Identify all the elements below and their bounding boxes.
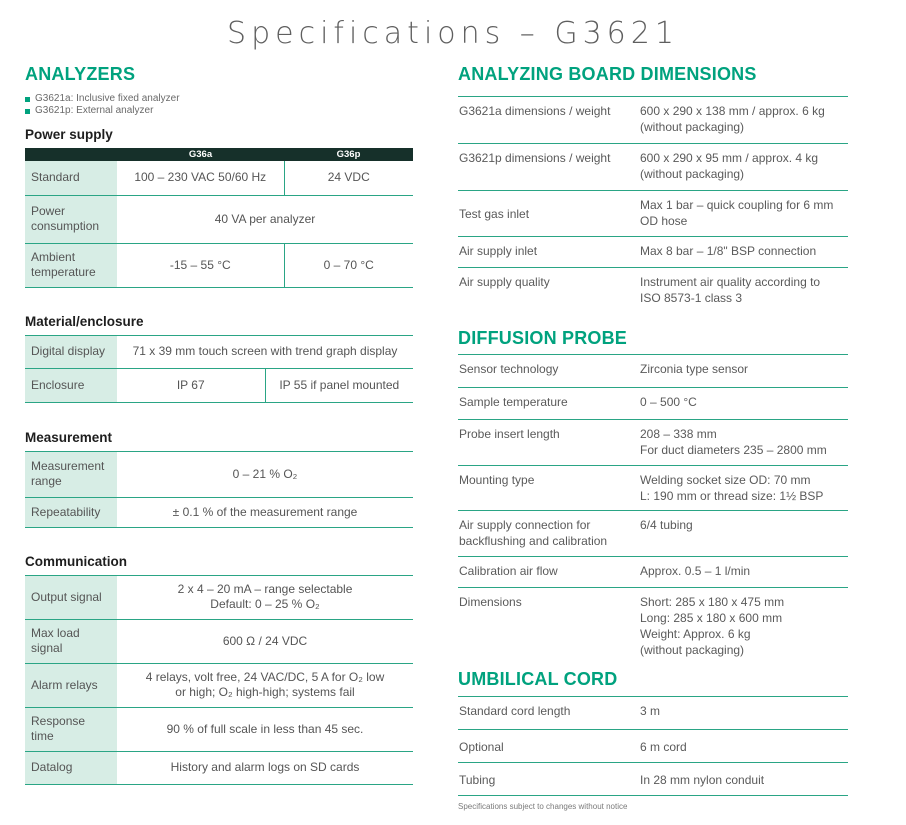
row-label: G3621a dimensions / weight — [458, 97, 640, 144]
table-row — [25, 335, 413, 368]
row-label: Probe insert length — [458, 419, 640, 465]
row-label: Datalog — [25, 751, 117, 784]
row-label: Repeatability — [25, 497, 117, 527]
cell-value: 600 Ω / 24 VDC — [117, 619, 413, 663]
table-row — [25, 368, 413, 402]
table-row — [458, 587, 848, 666]
table-row — [25, 497, 413, 527]
footnote: Specifications subject to changes without notice — [458, 802, 628, 811]
row-label: Tubing — [458, 763, 640, 796]
row-label: Alarm relays — [25, 663, 117, 707]
umbilical-cord-table — [458, 696, 848, 796]
row-label: Ambient temperature — [25, 243, 117, 287]
diffusion-probe-table — [458, 354, 848, 667]
row-label: Digital display — [25, 335, 117, 368]
table-row — [458, 191, 848, 237]
cell-line: 4 relays, volt free, 24 VAC/DC, 5 A for O₂ low — [145, 670, 385, 684]
table-row — [458, 510, 848, 556]
cell-line: L: 190 mm or thread size: 1½ BSP — [640, 488, 824, 503]
table-row — [458, 237, 848, 268]
cell-line: backflushing and calibration — [459, 533, 608, 548]
row-label: Test gas inlet — [458, 191, 640, 237]
cell-value: 71 x 39 mm touch screen with trend graph display — [117, 335, 413, 368]
row-label: Air supply quality — [459, 275, 550, 289]
right-column — [458, 64, 848, 811]
cell-line: or high; O₂ high-high; systems fail — [175, 685, 355, 699]
measurement-heading: Measurement — [25, 429, 113, 445]
left-column — [25, 64, 413, 785]
table-row — [25, 619, 413, 663]
row-label: Measurement range — [25, 451, 117, 497]
diffusion-probe-heading: DIFFUSION PROBE — [458, 327, 628, 348]
cell-line: Short: 285 x 180 x 475 mm — [640, 594, 785, 609]
row-label: Optional — [458, 730, 640, 763]
cell-value: 90 % of full scale in less than 45 sec. — [117, 707, 413, 751]
material-heading: Material/enclosure — [25, 313, 144, 329]
power-supply-heading: Power supply — [25, 127, 113, 142]
cell-line: OD hose — [640, 214, 688, 228]
cell-value: 24 VDC — [284, 161, 413, 195]
power-supply-table — [25, 148, 413, 288]
table-row — [458, 730, 848, 763]
table-row — [458, 387, 848, 419]
page-title: Specifications – G3621 — [227, 16, 679, 51]
row-label: G3621p dimensions / weight — [458, 144, 640, 191]
cell-value: 100 – 230 VAC 50/60 Hz — [117, 161, 284, 195]
table-row — [458, 556, 848, 587]
table-row — [458, 763, 848, 796]
row-label: Enclosure — [25, 368, 117, 402]
umbilical-cord-heading: UMBILICAL CORD — [458, 669, 618, 689]
table-row — [25, 575, 413, 619]
row-label: Standard cord length — [458, 697, 640, 730]
cell-value — [640, 419, 848, 465]
cell-value: 6/4 tubing — [640, 510, 848, 556]
cell-value: 0 – 21 % O₂ — [117, 451, 413, 497]
cell-value — [117, 663, 413, 707]
cell-value: ± 0.1 % of the measurement range — [117, 497, 413, 527]
row-label: Max load signal — [25, 619, 117, 663]
column-header-g36a: G36a — [117, 148, 284, 161]
table-row — [25, 751, 413, 784]
communication-table — [25, 575, 413, 785]
analyzer-list — [25, 93, 413, 117]
column-header-g36p: G36p — [284, 148, 413, 161]
row-label: Sensor technology — [458, 354, 640, 387]
cell-line: Default: 0 – 25 % O₂ — [210, 597, 320, 611]
cell-value — [640, 268, 848, 310]
table-row — [458, 697, 848, 730]
cell-value: -15 – 55 °C — [117, 243, 284, 287]
cell-value: IP 67 — [117, 368, 265, 402]
cell-value: 6 m cord — [640, 730, 848, 763]
cell-value — [117, 575, 413, 619]
cell-value — [640, 144, 848, 191]
cell-value: Zirconia type sensor — [640, 354, 848, 387]
cell-line: (without packaging) — [640, 120, 745, 134]
analyzers-heading: ANALYZERS — [25, 64, 136, 84]
table-row — [25, 195, 413, 243]
cell-line: Long: 285 x 180 x 600 mm — [640, 610, 783, 625]
row-label — [458, 510, 640, 556]
list-item: G3621p: External analyzer — [25, 105, 413, 117]
cell-value: IP 55 if panel mounted — [265, 368, 413, 402]
row-label: Mounting type — [458, 465, 640, 510]
cell-value: 3 m — [640, 697, 848, 730]
table-row — [458, 465, 848, 510]
board-dimensions-table — [458, 96, 848, 310]
table-row — [458, 419, 848, 465]
cell-value: 0 – 500 °C — [640, 387, 848, 419]
board-dimensions-heading: ANALYZING BOARD DIMENSIONS — [458, 64, 757, 84]
cell-line: Weight: Approx. 6 kg — [640, 626, 751, 641]
cell-value: In 28 mm nylon conduit — [640, 763, 848, 796]
cell-line: 208 – 338 mm — [640, 426, 717, 441]
cell-value: 0 – 70 °C — [284, 243, 413, 287]
list-item: G3621a: Inclusive fixed analyzer — [25, 93, 413, 105]
table-row — [458, 354, 848, 387]
cell-line: ISO 8573-1 class 3 — [640, 291, 743, 305]
table-row — [25, 161, 413, 195]
communication-heading: Communication — [25, 553, 128, 569]
row-label: Sample temperature — [458, 387, 640, 419]
cell-line: Air supply connection for — [459, 517, 591, 532]
row-label: Power consumption — [25, 195, 117, 243]
table-row — [458, 268, 848, 310]
material-table — [25, 335, 413, 403]
table-row — [458, 144, 848, 191]
table-row — [25, 663, 413, 707]
table-row — [458, 97, 848, 144]
cell-line: Welding socket size OD: 70 mm — [640, 472, 811, 487]
row-label: Response time — [25, 707, 117, 751]
cell-value — [640, 191, 848, 237]
cell-value: History and alarm logs on SD cards — [117, 751, 413, 784]
cell-value — [640, 587, 848, 666]
cell-line: 600 x 290 x 138 mm / approx. 6 kg — [640, 104, 825, 118]
row-label: Standard — [25, 161, 117, 195]
cell-line: Max 1 bar – quick coupling for 6 mm — [640, 198, 834, 212]
table-row — [25, 243, 413, 287]
cell-value — [640, 465, 848, 510]
cell-line: 2 x 4 – 20 mA – range selectable — [177, 582, 353, 596]
row-label: Output signal — [25, 575, 117, 619]
row-label: Calibration air flow — [458, 556, 640, 587]
cell-value — [640, 97, 848, 144]
cell-line: For duct diameters 235 – 2800 mm — [640, 442, 827, 457]
cell-value: Max 8 bar – 1/8" BSP connection — [640, 237, 848, 268]
cell-line: (without packaging) — [640, 167, 745, 181]
table-row — [25, 707, 413, 751]
cell-value: 40 VA per analyzer — [117, 195, 413, 243]
row-label: Air supply inlet — [458, 237, 640, 268]
cell-line: Instrument air quality according to — [640, 275, 821, 289]
row-label: Dimensions — [459, 594, 522, 609]
table-row — [25, 451, 413, 497]
cell-value: Approx. 0.5 – 1 l/min — [640, 556, 848, 587]
cell-line: (without packaging) — [640, 642, 745, 657]
cell-line: 600 x 290 x 95 mm / approx. 4 kg — [640, 151, 819, 165]
measurement-table — [25, 451, 413, 528]
